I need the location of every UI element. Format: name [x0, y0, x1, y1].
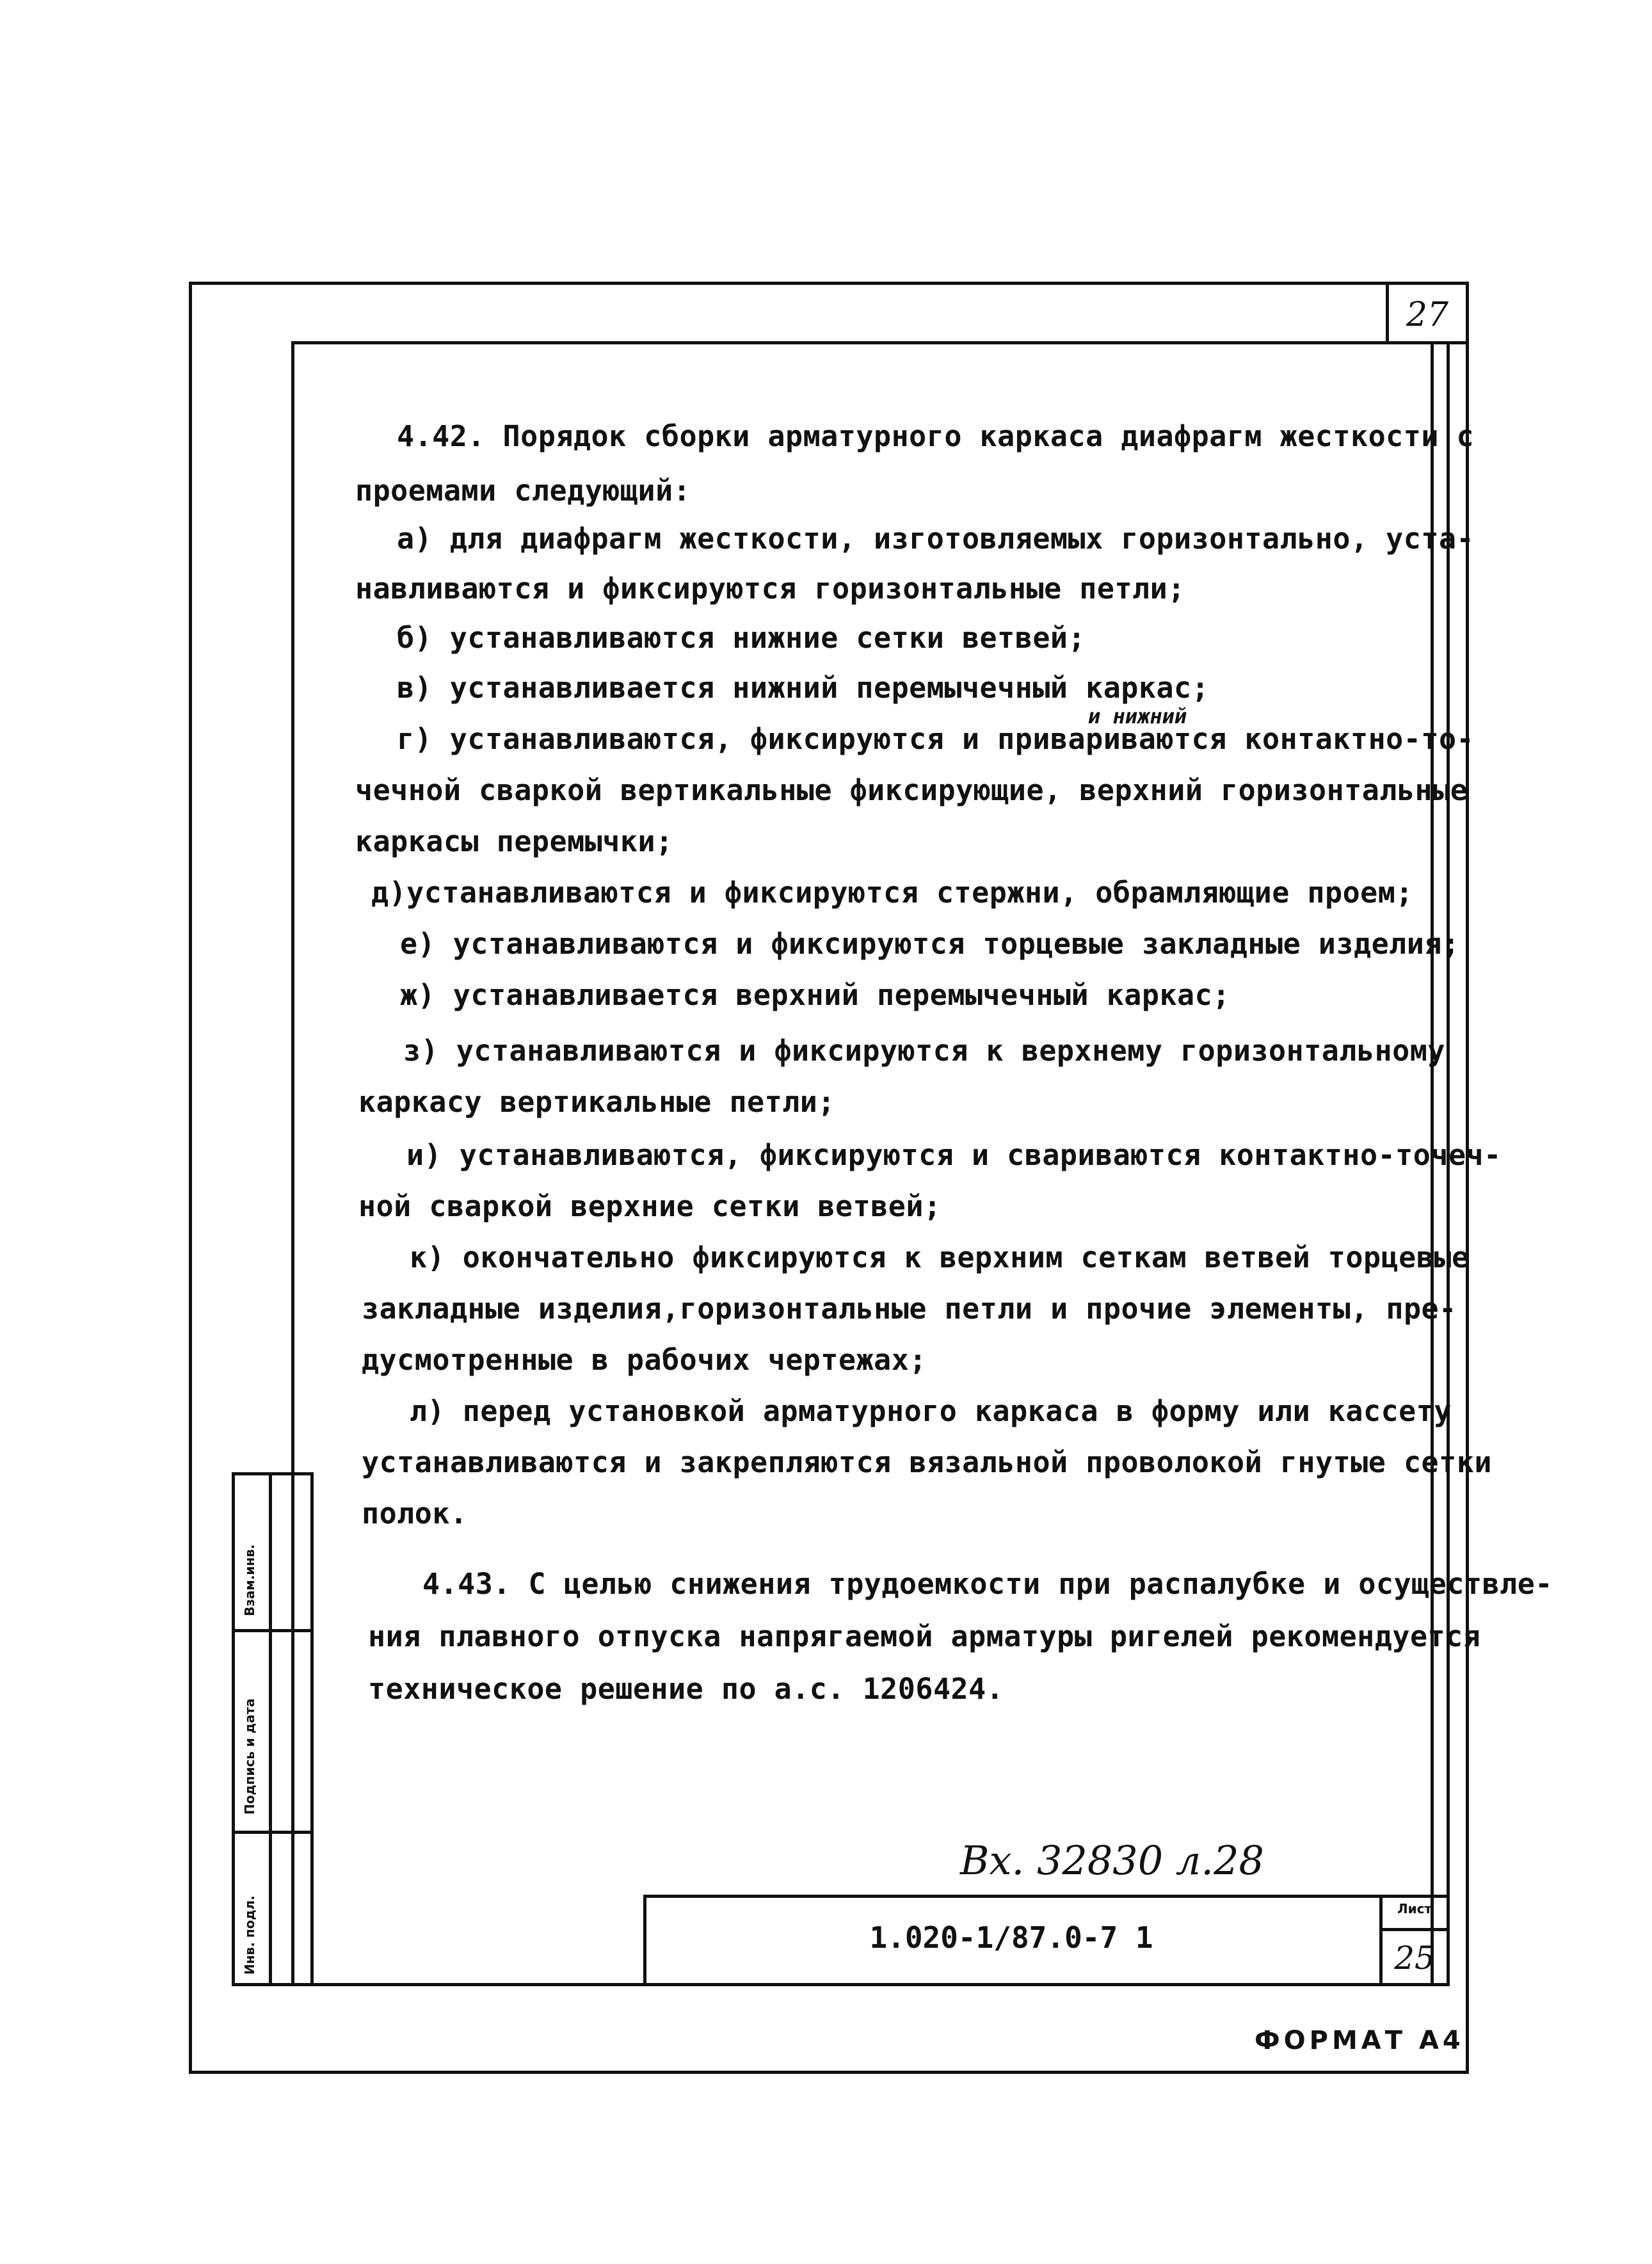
text-line: д)устанавливаются и фиксируются стержни, обрамляющие проем; — [371, 876, 1413, 910]
text-line: и) устанавливаются, фиксируются и свариваются контактно-точеч- — [406, 1138, 1502, 1172]
sheet-label: Лист — [1397, 1901, 1432, 1916]
text-line: г) устанавливаются, фиксируются и привариваются контактно-то- — [397, 722, 1475, 756]
side-stamp-divider — [269, 1472, 272, 1986]
text-line: в) устанавливается нижний перемычечный каркас; — [397, 671, 1210, 705]
side-stamp-divider — [232, 1831, 314, 1834]
sheet-number: 25 — [1394, 1939, 1435, 1977]
text-line: 4.43. С целью снижения трудоемкости при распалубке и осуществле- — [422, 1567, 1553, 1601]
text-line: к) окончательно фиксируются к верхним сеткам ветвей торцевые — [410, 1240, 1470, 1274]
text-line: техническое решение по а.с. 1206424. — [368, 1672, 1004, 1706]
sheet-box-divider — [1379, 1928, 1450, 1931]
text-line: закладные изделия,горизонтальные петли и прочие элементы, пре- — [362, 1292, 1457, 1326]
stamp-label-replace: Взам.инв. — [242, 1544, 257, 1616]
text-line: б) устанавливаются нижние сетки ветвей; — [397, 621, 1086, 655]
format-label: ФОРМАТ А4 — [1255, 2026, 1464, 2055]
text-line: л) перед установкой арматурного каркаса в форму или кассету — [410, 1394, 1452, 1428]
text-line: ния плавного отпуска напрягаемой арматуры ригелей рекомендуется — [368, 1619, 1481, 1653]
text-line: ной сваркой верхние сетки ветвей; — [358, 1189, 942, 1223]
text-line: 4.42. Порядок сборки арматурного каркаса диафрагм жесткости с — [397, 419, 1475, 453]
text-line: навливаются и фиксируются горизонтальные петли; — [355, 572, 1185, 606]
text-line: а) для диафрагм жесткости, изготовляемых горизонтально, уста- — [397, 522, 1475, 556]
side-stamp-divider — [232, 1629, 314, 1632]
text-line: каркасу вертикальные петли; — [358, 1085, 835, 1119]
handwritten-note: Вх. 32830 л.28 — [960, 1837, 1264, 1884]
text-line: каркасы перемычки; — [355, 824, 673, 858]
text-line: устанавливаются и закрепляются вязальной проволокой гнутые сетки — [362, 1445, 1492, 1479]
top-sheet-number: 27 — [1406, 296, 1449, 334]
text-line: чечной сваркой вертикальные фиксирующие, верхний горизонтальные — [355, 773, 1468, 807]
stamp-label-inv: Инв. подл. — [242, 1895, 257, 1975]
text-line: ж) устанавливается верхний перемычечный каркас; — [400, 978, 1230, 1012]
text-line: дусмотренные в рабочих чертежах; — [362, 1343, 927, 1377]
insertion-note: и нижний — [1088, 704, 1187, 728]
document-code: 1.020-1/87.0-7 1 — [869, 1920, 1153, 1955]
stamp-label-signature: Подпись и дата — [242, 1698, 257, 1815]
text-line: проемами следующий: — [355, 474, 691, 508]
text-line: е) устанавливаются и фиксируются торцевые закладные изделия; — [400, 927, 1460, 961]
text-line: полок. — [362, 1497, 468, 1530]
text-line: з) устанавливаются и фиксируются к верхнему горизонтальному — [403, 1034, 1445, 1068]
